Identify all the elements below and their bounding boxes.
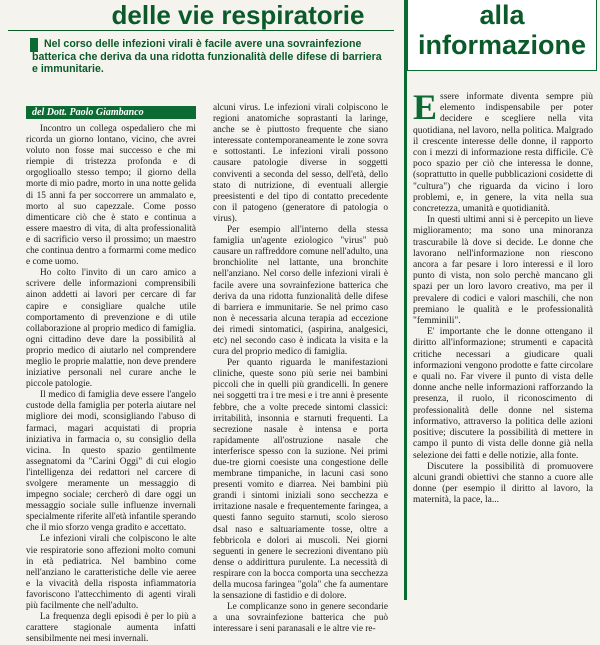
paragraph (413, 87, 593, 215)
drop-cap: E (413, 87, 438, 127)
paragraph: Ho colto l'invito di un caro amico a scrivere delle informazioni comprensibili ainon addetti ai lavori per cercare di far capire e consigliare qualche utile comportamento di prevenzione e di utile collaborazione al proprio medico di famiglia. ogni cittadino deve dare la possibilità al proprio medico di aiutarlo nel comprendere meglio le proprie malattie, non deve prendere iniziative personali nel curare anche le piccole patologie. (26, 268, 196, 390)
sidebar-body (413, 87, 593, 507)
paragraph: Incontro un collega ospedaliero che mi ricorda un giorno lontano, vicino, che avrei voluto non fosse mai successo e che mi riempie di tristezza profonda e di orgoglioallo stesso tempo; il giorno della morte di mio padre, morto in una notte gelida di 15 anni fa per soccorrere un ammalato e, morto al suo capezzale. Come posso dimenticare ciò che è stato e continua a essere maestro di vita, di alta professionalità e di sacrificio verso il prossimo; un maestro che continua dentro a formarmi come medico e come uomo. (26, 124, 196, 268)
sidebar-title (407, 0, 597, 71)
paragraph: Discutere la possibilità di promuovere alcuni grandi obiettivi che stanno a cuore alle donne (per esempio il diritto al lavoro, la maternità, la pace, la... (413, 461, 593, 506)
paragraph: E' importante che le donne ottengano il diritto all'informazione; strumenti e capacità critiche necessari a giudicare quali informazioni vengono prodotte e fatte circolare e quali no. Far vivere il punto di vista delle donne anche nelle informazioni rafforzando la presenza, il ruolo, il riconoscimento di professionalità delle donne nel sistema informativo, attraverso la politica delle azioni positive; discutere la possibilità di mettere in campo il punto di vista delle donne già nella selezione dei fatti e delle notizie, alla fonte. (413, 327, 593, 461)
article-column-1 (26, 124, 196, 645)
article-title: delle vie respiratorie (111, 0, 365, 30)
title-rule (8, 30, 394, 31)
paragraph: In questi ultimi anni si è percepito un lieve miglioramento; ma sono una minoranza trascurabile là dove si decide. Le donne che lavorano nell'informazione non riescono ancora a far pesare i loro interessi e il loro punto di vista, non solo perchè mancano gli spazi per un loro lavoro creativo, ma per il prevalere di codici e valori maschili, che non premiano le qualità e le professionalità "femminili". (413, 215, 593, 327)
paragraph: Il medico di famiglia deve essere l'angelo custode della famiglia per poterla aiutare nel migliore dei modi, sconsigliando l'abuso di farmaci, magari acquistati di propria iniziativa in farmacia o, su consiglio della vicina. In questo spazio gentilmente assegnatomi da "Carini Oggi" di cui elogio l'intelligenza dei redattori nel carcere di svolgere meramente un messaggio di impegno sociale; cercherò di dare oggi un messaggio sociale sulle influenze invernali specialmente riferite all'età infantile sperando che il mio sforzo venga gradito e accettato. (26, 390, 196, 534)
paragraph: Per quanto riguarda le manifestazioni cliniche, queste sono più serie nei bambini piccoli che in quelli più grandicelli. In genere nei soggetti tra i tre mesi e i tre anni è presente febbre, che a volte precede sintomi classici: irritabilità, insonnia e starnuti frequenti. La secrezione nasale è intensa e porta rapidamente all'ostruzione nasale che interferisce spesso con la suzione. Nei primi due-tre giorni coesiste una congestione delle membrane timpaniche, in lacuni casi sono presenti vomito e diarrea. Nei bambini più grandi i sintomi iniziali sono secchezza e irritazione nasale e frequentemente faringea, a questi fanno seguito starnuti, scolo sieroso dsal naso e saltuariamente tosse, oltre a febbricola e dolori ai muscoli. Nei giorni seguenti in genere le secrezioni diventano più dense o addirittura purulente. La necessità di respirare con la bocca comporta una secchezza della mucosa faringea "gola" che fa aumentare la sensazione di fastidio e di dolore. (213, 358, 388, 602)
sidebar-title-line: alla (479, 0, 525, 30)
paragraph: Le infezioni virali che colpiscono le alte vie respiratorie sono affezioni molto comuni in età pediatrica. Nel bambino come nell'anziano le caratteristiche delle vie aeree e la vivacità della risposta infiammatoria favoriscono l'attecchimento di agenti virali più facilmente che nell'adulto. (26, 534, 196, 612)
article-lead: Nel corso delle infezioni virali è facile avere una sovrainfezione batterica che deriva da una ridotta funzionalità delle difese di barriera e immunitarie. (32, 38, 382, 75)
paragraph: La frequenza degli episodi è per lo più a carattere stagionale aumenta infatti sensibilmente nei mesi invernali. (26, 612, 196, 645)
paragraph: Le complicanze sono in genere secondarie a una sovrainfezione batterica che può interessare i seni paranasali e le altre vie re- (213, 602, 388, 635)
paragraph-text: ssere informate diventa sempre più elemento indispensabile per poter decidere e scegliere nella vita quotidiana, nel lavoro, nella politica. Malgrado il crescente interesse delle donne, il rapporto con i mezzi di informazione resta difficile. C'è poco spazio per ciò che interessa le donne, (soprattutto in quelle pubblicazioni cosidette di "cultura") che riguarda da vicino i loro problemi, e, in genere, la vita nella sua concretezza, umanità e quotidianità. (413, 92, 593, 215)
sidebar-title-line: informazione (417, 30, 586, 60)
paragraph: alcuni virus. Le infezioni virali colpiscono le regioni anatomiche soprastanti la laringe, anche se è piuttosto frequente che siano interessate contemporaneamente le zone sovra e sottostanti. Le infezioni virali possono causare patologie diverse in soggetti conviventi a seconda del sesso, dell'età, dello stato di nutrizione, di eventuali allergie preesistenti e del tipo di contatto precedente con il patogeno (generatore di patologia o virus). (213, 103, 388, 224)
article-column-2 (213, 103, 388, 636)
byline: del Dott. Paolo Giambanco (26, 106, 196, 119)
sidebar-article (404, 0, 599, 600)
paragraph: Per esempio all'interno della stessa famiglia un'agente eziologico "virus" può causare un raffreddore comune nell'adulto, una bronchiolite nel lattante, una bronchite nell'anziano. Nel corso delle infezioni virali è facile avere una sovrainfezione batterica che deriva da una ridotta funzionalità delle difese di barriera e immunitarie. Se nel primo caso non è necessaria alcuna terapia ad eccezione dei rimedi sintomatici, (aspirina, analgesici, etc) nel secondo caso è indicata la visita e la cura del proprio medico di famiglia. (213, 225, 388, 358)
